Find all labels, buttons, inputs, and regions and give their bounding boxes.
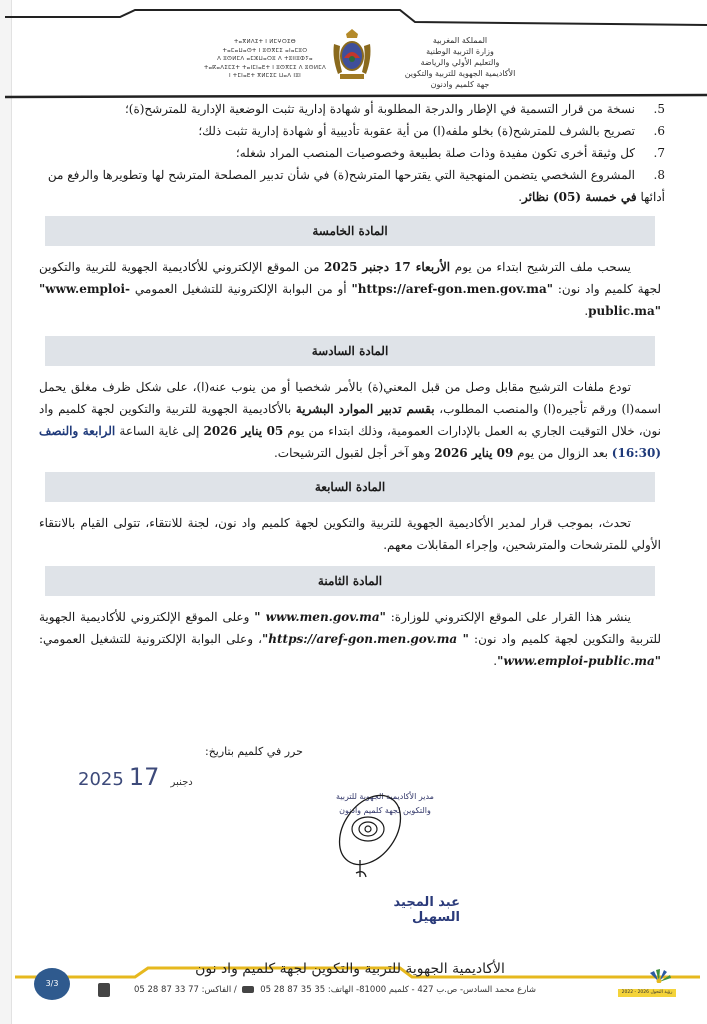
- date-month: دجنبر: [170, 777, 193, 788]
- date-day: 17: [128, 763, 160, 791]
- document-footer: [0, 955, 707, 1024]
- list-item: [35, 98, 665, 120]
- tifinagh-line: ⵜⴰⴽⴰⴷⵉⵎⵉⵜ ⵜⴰⵏⵎⵏⴰⴹⵜ ⵏ ⵓⵙⴳⵎⵉ ⴷ ⵓⵙⵍⵎⴷ: [203, 64, 327, 71]
- list-number: 6.: [653, 124, 665, 138]
- deadline-time: الرابعة والنصف (16:30): [39, 424, 661, 460]
- footer-contact: [95, 985, 575, 995]
- list-item: [35, 142, 665, 164]
- list-item: [35, 120, 665, 142]
- aref-url-link[interactable]: "https://aref-gon.men.gov.ma": [351, 282, 553, 296]
- list-text: نسخة من قرار التسمية في الإطار والدرجة المطلوبة أو شهادة إدارية تثبت الوضعية الإدارية للمترشح(ة)؛: [124, 102, 635, 116]
- footer-title: الأكاديمية الجهوية للتربية والتكوين لجهة كلميم واد نون: [195, 961, 505, 977]
- text: إلى غاية الساعة: [115, 424, 204, 438]
- text: يسحب ملف الترشيح ابتداء من يوم: [450, 260, 631, 274]
- tifinagh-line: ⵜⴰⵎⴰⵡⴰⵙⵜ ⵏ ⵓⵙⴳⵎⵉ ⴰⵏⴰⵎⵓⵔ: [222, 47, 308, 54]
- tail-bold: في خمسة (05) نظائر: [522, 190, 637, 204]
- men-url-link[interactable]: " www.men.gov.ma": [254, 610, 386, 624]
- start-date-bold: 05 يناير 2026: [203, 424, 284, 438]
- hr-division-bold: بقسم تدبير الموارد البشرية: [295, 402, 435, 416]
- text: وهو آخر أجل لقبول الترشيحات.: [273, 446, 435, 460]
- signature-block: [60, 745, 460, 925]
- header-line: الأكاديمية الجهوية للتربية والتكوين: [404, 69, 516, 78]
- list-number: 7.: [653, 146, 665, 160]
- list-number: 5.: [653, 102, 665, 116]
- article-5-text: [35, 256, 665, 322]
- moroccan-coat-of-arms-icon: [330, 28, 374, 82]
- header-line: جهة كلميم وادنون: [430, 80, 490, 89]
- text: بالأكاديمية الجهوية للتربية والتكوين لجهة كلميم واد نون، خلال التوقيت الجاري به العمل بالإدارات العمومية، وذلك ابتداء من يوم: [39, 402, 661, 438]
- text: .: [493, 654, 498, 668]
- tifinagh-line: ⵏ ⵜⵎⵏⴰⴹⵜ ⴳⵍⵎⵉⵎ ⵡⴰⴷ ⵏⵓⵏ: [228, 73, 302, 79]
- handwritten-signature-icon: [330, 785, 440, 895]
- list-text: كل وثيقة أخرى تكون مفيدة وذات صلة بطبيعة وخصوصيات المنصب المراد شغله؛: [235, 146, 635, 160]
- text: من الموقع الإلكتروني للأكاديمية الجهوية للتربية والتكوين لجهة كلميم واد نون:: [39, 260, 661, 296]
- end-date-bold: 09 يناير 2026: [434, 446, 514, 460]
- logo-tag: رؤية التحول 2026 - 2022: [618, 989, 676, 997]
- date-bold: الأربعاء 17 دجنبر 2025: [324, 260, 451, 274]
- text: ، وعلى البوابة الإلكترونية للتشغيل العمومي:: [39, 632, 262, 646]
- list-text: المشروع الشخصي يتضمن المنهجية التي يقترحها المترشح(ة) في شأن تدبير المصلحة المترشح لها وتطويرها والرفع من: [47, 168, 635, 182]
- title-line: مدير الأكاديمية الجهوية للتربية: [336, 792, 434, 801]
- required-documents-list: [35, 98, 665, 208]
- article-6-heading: المادة السادسة: [45, 336, 655, 366]
- text: وعلى الموقع الإلكتروني للأكاديمية الجهوية للتربية والتكوين لجهة كلميم واد نون:: [39, 610, 662, 646]
- signatory-name: عبد المجيد السهيل: [393, 895, 460, 925]
- document-header: [0, 0, 707, 100]
- tail-period: .: [518, 190, 523, 204]
- tifinagh-header: [200, 38, 330, 81]
- made-at-label: حرر في كلميم بتاريخ:: [205, 745, 303, 758]
- signature-date: [78, 763, 199, 791]
- article-5-heading: المادة الخامسة: [45, 216, 655, 246]
- article-6-text: [35, 376, 665, 464]
- fax-text: / الفاكس: 77 33 87 28 05: [133, 985, 237, 995]
- aref-url-link[interactable]: "https://aref-gon.men.gov.ma ": [262, 632, 469, 646]
- text: ينشر هذا القرار على الموقع الإلكتروني للوزارة:: [385, 610, 632, 624]
- text: تودع ملفات الترشيح مقابل وصل من قبل المعني(ة) بالأمر شخصيا أو من ينوب عنه(ا)، على شكل ظرف مغلق يحمل اسمه(ا) ورقم تأجيره(ا) والمنصب المطلوب،: [39, 380, 661, 416]
- emploi-public-link[interactable]: "www.emploi-public.ma": [39, 282, 661, 318]
- text: .: [584, 304, 589, 318]
- tail-text: أدائها: [636, 190, 665, 204]
- header-line: المملكة المغربية: [432, 36, 488, 45]
- text: أو من البوابة الإلكترونية للتشغيل العمومي: [130, 282, 352, 296]
- text: بعد الزوال من يوم: [513, 446, 612, 460]
- date-year: 2025: [78, 769, 124, 790]
- document-body: [35, 98, 665, 672]
- list-item: [35, 164, 665, 186]
- list-number: 8.: [653, 168, 665, 182]
- tifinagh-line: ⵜⴰⴳⵍⴷⵉⵜ ⵏ ⵍⵎⵖⵔⵉⴱ: [234, 39, 296, 45]
- list-text: تصريح بالشرف للمترشح(ة) بخلو ملفه(ا) من أية عقوبة تأديبية أو شهادة إدارية تثبت ذلك؛: [198, 124, 635, 138]
- title-line: والتكوين لجهة كلميم وادنون: [339, 806, 431, 815]
- emploi-public-link[interactable]: "www.emploi-public.ma": [497, 654, 661, 668]
- list-tail: [35, 186, 665, 208]
- article-7-text: تحدث، بموجب قرار لمدير الأكاديمية الجهوية للتربية والتكوين لجهة كلميم واد نون، لجنة للانتقاء، تتولى القيام بالانتقاء الأولي للمترشحات والمترشحين، وإجراء المقابلات معهم.: [39, 516, 661, 552]
- ministry-header: [385, 35, 535, 90]
- address-text: شارع محمد السادس- ص.ب 427 - كلميم 81000- الهاتف: 35 35 87 28 05: [260, 985, 537, 995]
- sunburst-logo-icon: [646, 969, 672, 983]
- article-8-heading: المادة الثامنة: [45, 566, 655, 596]
- article-7-heading: المادة السابعة: [45, 472, 655, 502]
- header-line: وزارة التربية الوطنية: [426, 47, 494, 56]
- tifinagh-line: ⴷ ⵓⵙⵍⵎⴷ ⴰⵎⵣⵡⴰⵔⵓ ⴷ ⵜⵓⵏⵏⵓⵀⵢⴰ: [217, 56, 313, 62]
- page-edge: [0, 0, 12, 1024]
- phone-icon: [242, 986, 254, 993]
- page-number-badge: 3/3: [34, 968, 70, 1000]
- header-line: والتعليم الأولي والرياضة: [420, 58, 500, 67]
- vision-logo: [618, 969, 676, 1009]
- article-8-text: [35, 606, 665, 672]
